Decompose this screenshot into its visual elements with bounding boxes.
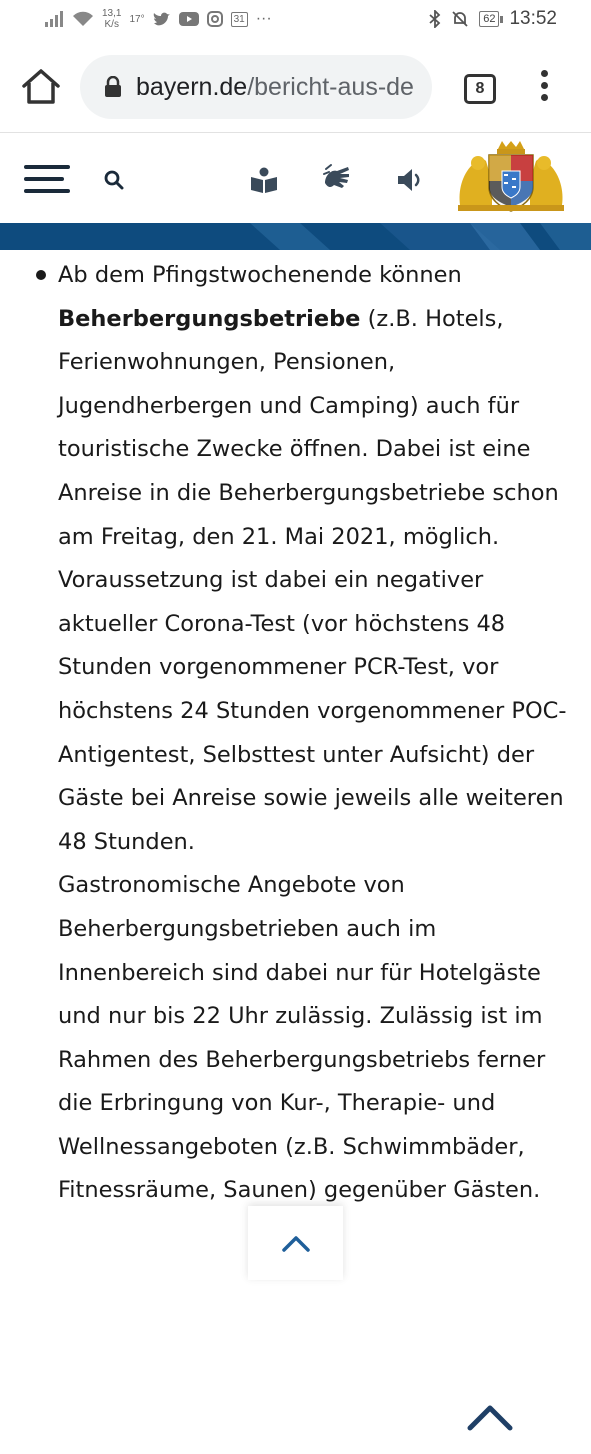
network-speed: 13,1 K/s bbox=[102, 8, 122, 30]
signal-icon bbox=[44, 11, 64, 27]
search-icon[interactable] bbox=[104, 170, 124, 190]
calendar-icon: 31 bbox=[231, 12, 248, 27]
chevron-up-icon bbox=[248, 1206, 343, 1280]
back-to-top-tab[interactable] bbox=[248, 1206, 343, 1280]
emphasis-accommodation: Beherbergungsbetriebe bbox=[58, 305, 361, 332]
sign-language-icon[interactable] bbox=[322, 163, 352, 195]
mute-icon bbox=[451, 10, 469, 28]
bluetooth-icon bbox=[429, 10, 441, 28]
battery-indicator: 62 bbox=[479, 11, 499, 27]
paragraph-requirements: Voraussetzung ist dabei ein negativer aktueller Corona-Test (vor höchstens 48 Stunden vorgenommener PCR-Test, vor höchstens 24 Stunden vorgenommener POC-Antigentest, Selbsttest unter Aufsicht) der Gäste bei Anreise sowie jeweils alle weiteren 48 Stunden. bbox=[58, 567, 567, 855]
temperature: 17° bbox=[129, 13, 145, 25]
hamburger-menu-icon[interactable] bbox=[24, 165, 70, 193]
lock-icon bbox=[104, 76, 122, 98]
home-icon[interactable] bbox=[18, 64, 64, 110]
list-item bbox=[58, 254, 578, 1213]
overflow-menu-icon[interactable] bbox=[536, 70, 552, 106]
paragraph-gastronomy: Gastronomische Angebote von Beherbergungsbetrieben auch im Innenbereich sind dabei nur für Hotelgäste und nur bis 22 Uhr zulässig. Zulässig ist im Rahmen des Beherbergungsbetriebs ferner die Erbringung von Kur-, Therapie- und Wellnessangeboten (z.B. Schwimmbäder, Fitnessräume, Saunen) gegenüber Gästen. bbox=[58, 872, 546, 1204]
more-notifications-icon: ··· bbox=[255, 10, 272, 27]
tab-switcher-button[interactable]: 8 bbox=[464, 74, 496, 104]
header-accent-bar bbox=[0, 223, 591, 250]
chevron-up-icon bbox=[452, 1380, 528, 1450]
easy-language-icon[interactable] bbox=[250, 167, 278, 193]
scroll-to-top-button[interactable] bbox=[452, 1380, 528, 1450]
read-aloud-icon[interactable] bbox=[396, 166, 424, 194]
browser-toolbar bbox=[0, 42, 591, 133]
clock: 13:52 bbox=[509, 8, 557, 29]
url-text: bayern.de/bericht-aus-de bbox=[136, 72, 414, 101]
twitter-icon bbox=[153, 12, 171, 27]
site-header bbox=[0, 133, 591, 223]
paragraph-accommodation: Ab dem Pfingstwochenende können Beherbergungsbetriebe (z.B. Hotels, Ferienwohnungen, Pensionen, Jugendherbergen und Camping) auch für touristische Zwecke öffnen. Dabei ist eine Anreise in die Beherbergungsbetriebe schon am Freitag, den 21. Mai 2021, möglich. bbox=[58, 262, 559, 550]
status-bar bbox=[0, 0, 591, 42]
article-content bbox=[0, 250, 591, 1280]
list-bullet bbox=[36, 270, 46, 280]
youtube-icon bbox=[179, 12, 199, 26]
header-accent-pattern bbox=[0, 223, 591, 250]
bavaria-coat-of-arms-logo[interactable] bbox=[456, 141, 566, 213]
address-bar[interactable] bbox=[80, 55, 432, 119]
instagram-icon bbox=[207, 11, 223, 27]
wifi-icon bbox=[72, 11, 94, 27]
